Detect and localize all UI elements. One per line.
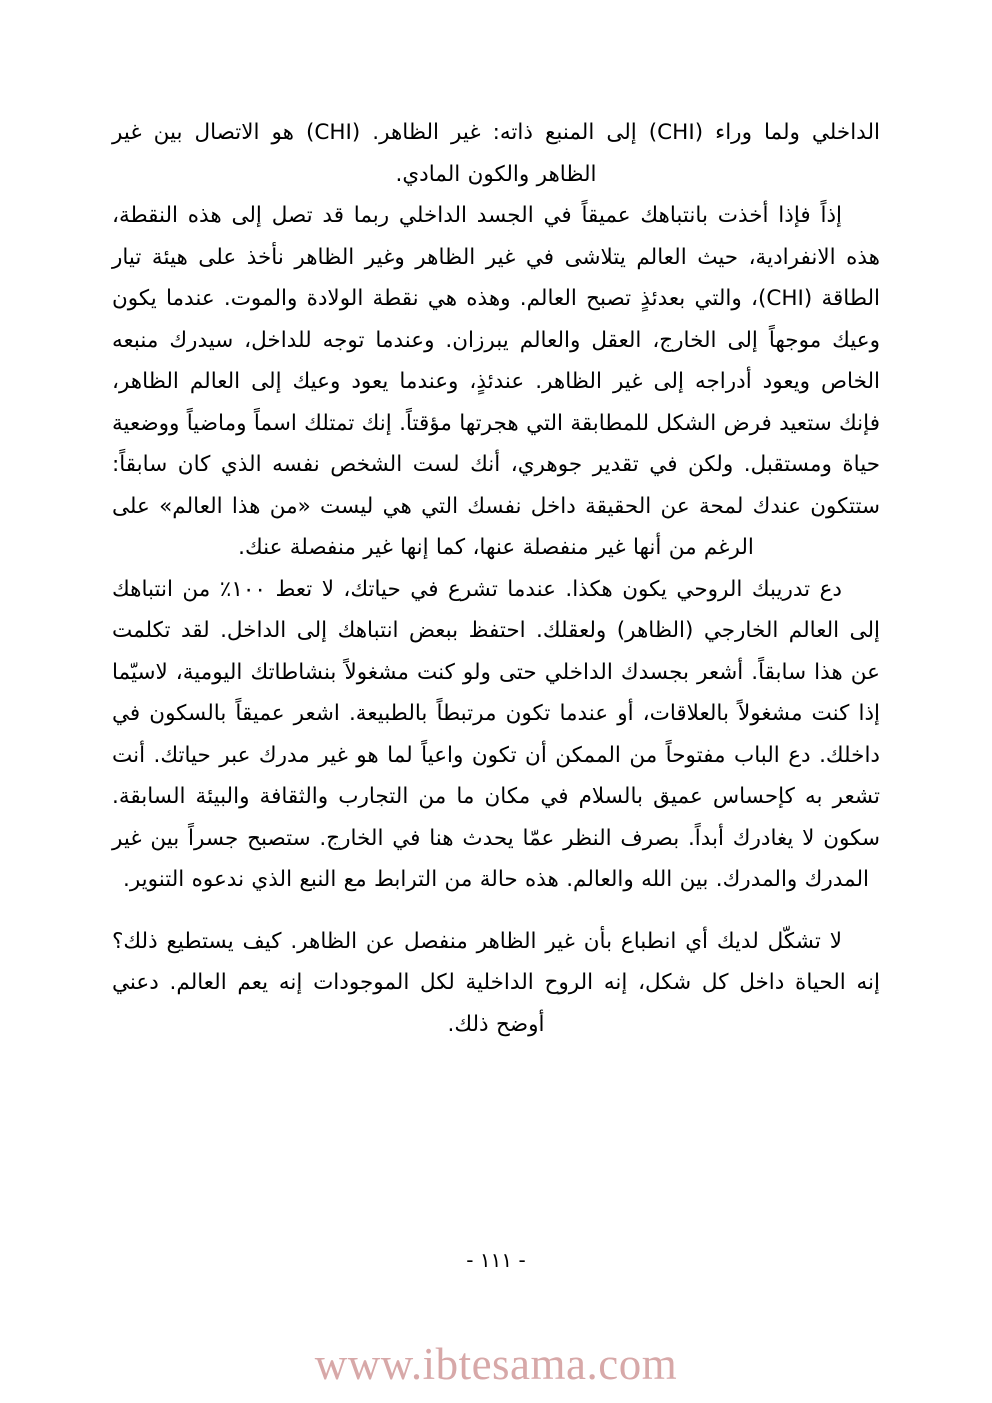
- paragraph-three: دع تدريبك الروحي يكون هكذا. عندما تشرع في حياتك، لا تعط ١٠٠٪ من انتباهك إلى العالم الخارجي (الظاهر) ولعقلك. احتفظ ببعض انتباهك إلى الداخل. لقد تكلمت عن هذا سابقاً. أشعر بجسدك الداخلي حتى ولو كنت مشغولاً بنشاطاتك اليومية، لاسيّما إذا كنت مشغولاً بالعلاقات، أو عندما تكون مرتبطاً بالطبيعة. اشعر عميقاً بالسكون في داخلك. دع الباب مفتوحاً من الممكن أن تكون واعياً لما هو غير مدرك عبر حياتك. أنت تشعر به كإحساس عميق بالسلام في مكان ما من التجارب والثقافة والبيئة السابقة. سكون لا يغادرك أبداً. بصرف النظر عمّا يحدث هنا في الخارج. ستصبح جسراً بين غير المدرك والمدرك. بين الله والعالم. هذه حالة من الترابط مع النبع الذي ندعوه التنوير.: [112, 576, 880, 892]
- site-watermark: www.ibtesama.com: [314, 1339, 678, 1389]
- paragraph-two: إذاً فإذا أخذت بانتباهك عميقاً في الجسد الداخلي ربما قد تصل إلى هذه النقطة، هذه الانفرادية، حيث العالم يتلاشى في غير الظاهر وغير الظاهر نأخذ على هيئة تيار الطاقة (CHI)، والتي بعدئذٍ تصبح العالم. وهذه هي نقطة الولادة والموت. عندما يكون وعيك موجهاً إلى الخارج، العقل والعالم يبرزان. وعندما توجه للداخل، سيدرك منبعه الخاص ويعود أدراجه إلى غير الظاهر. عندئذٍ، وعندما يعود وعيك إلى العالم الظاهر، فإنك ستعيد فرض الشكل للمطابقة التي هجرتها مؤقتاً. إنك تمتلك اسماً وماضياً ووضعية حياة ومستقبل. ولكن في تقدير جوهري، أنك لست الشخص نفسه الذي كان سابقاً: ستتكون عندك لمحة عن الحقيقة داخل نفسك التي هي ليست «من هذا العالم» على الرغم من أنها غير منفصلة عنها، كما إنها غير منفصلة عنك.: [112, 203, 880, 560]
- paragraph-four: لا تشكّل لديك أي انطباع بأن غير الظاهر منفصل عن الظاهر. كيف يستطيع ذلك؟ إنه الحياة داخل كل شكل، إنه الروح الداخلية لكل الموجودات إنه يعم العالم. دعني أوضح ذلك.: [112, 928, 880, 1037]
- paragraph-spacer: [112, 901, 880, 921]
- page-number: - ١١١ -: [466, 1248, 526, 1272]
- body-text-column: [112, 112, 880, 1045]
- paragraph-continuation: الداخلي ولما وراء (CHI) إلى المنبع ذاته: غير الظاهر. (CHI) هو الاتصال بين غير الظاهر والكون المادي.: [112, 120, 880, 187]
